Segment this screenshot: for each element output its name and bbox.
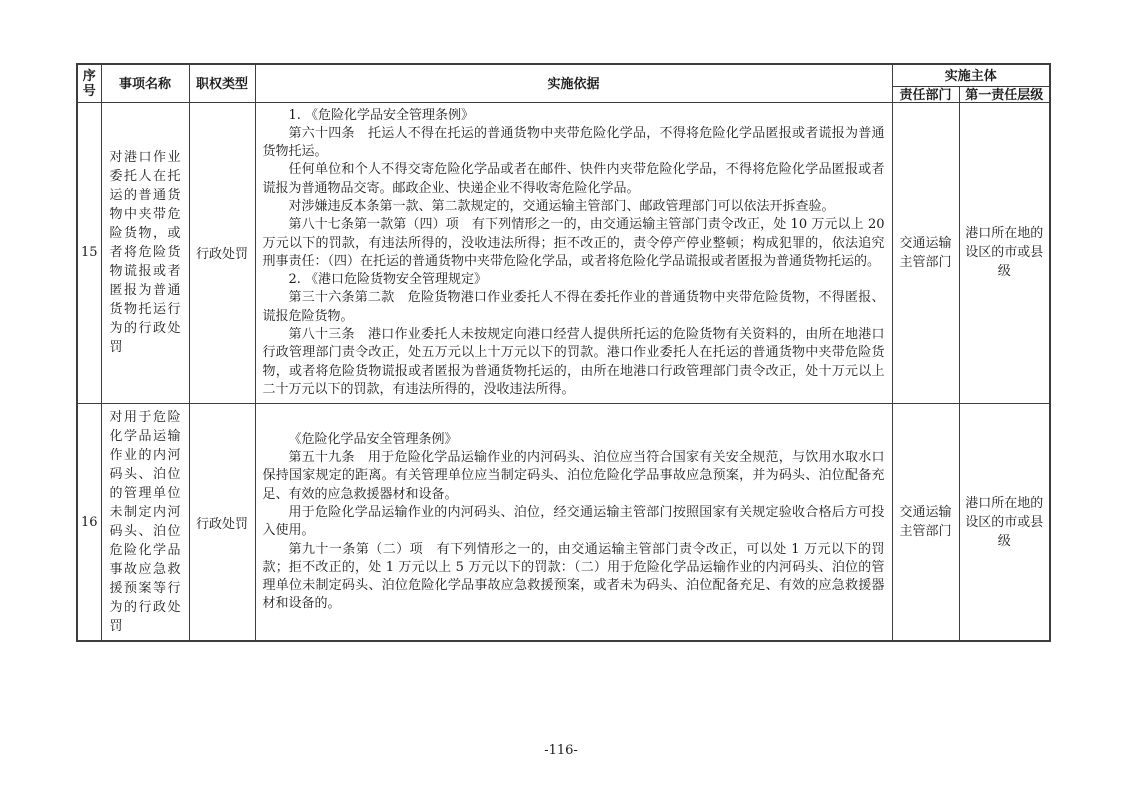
row-15-item-name: 对港口作业委托人在托运的普通货物中夹带危险货物，或者将危险货物谎报或者匿报为普通货物托运行为的行政处罚 <box>101 102 189 404</box>
row-16-index: 16 <box>77 404 101 642</box>
header-implementation-subject: 实施主体 <box>892 64 1050 86</box>
header-responsible-department: 责任部门 <box>892 86 959 102</box>
header-first-responsibility-level: 第一责任层级 <box>959 86 1050 102</box>
basis-paragraph: 第九十一条第（二）项 有下列情形之一的，由交通运输主管部门责令改正，可以处 1 万元以下的罚款；拒不改正的，处 1 万元以上 5 万元以下的罚款：（二）用于危险化学品运输作业的内河码头、泊位的管理单位未制定码头、泊位危险化学品事故应急救援预案，或者未为码头、泊位配备充足、有效的应急救援器材和设备的。 <box>262 541 885 612</box>
basis-paragraph: 第三十六条第二款 危险货物港口作业委托人不得在委托作业的普通货物中夹带危险货物，不得匿报、谎报危险货物。 <box>262 290 885 324</box>
header-index: 序号 <box>77 64 101 102</box>
row-16-authority-type: 行政处罚 <box>189 404 255 642</box>
header-implementation-basis: 实施依据 <box>255 64 892 102</box>
basis-paragraph: 2. 《港口危险货物安全管理规定》 <box>288 272 488 288</box>
row-16-responsible-department: 交通运输主管部门 <box>892 404 959 642</box>
table-header-row-1 <box>77 64 1050 86</box>
basis-paragraph: 第八十三条 港口作业委托人未按规定向港口经营人提供所托运的危险货物有关资料的，由所在地港口行政管理部门责令改正，处五万元以上十万元以下的罚款。港口作业委托人在托运的普通货物中夹带危险货物，或者将危险货物谎报或者匿报为普通货物托运的，由所在地港口行政管理部门责令改正，处十万元以上二十万元以下的罚款，有违法所得的，没收违法所得。 <box>262 327 885 397</box>
row-15-index: 15 <box>77 102 101 404</box>
authority-items-table <box>76 63 1051 642</box>
row-15-responsible-department: 交通运输主管部门 <box>892 102 959 404</box>
row-15-first-responsibility-level: 港口所在地的设区的市或县级 <box>959 102 1050 404</box>
basis-paragraph: 第五十九条 用于危险化学品运输作业的内河码头、泊位应当符合国家有关安全规范，与饮用水取水口保持国家规定的距离。有关管理单位应当制定码头、泊位危险化学品事故应急预案，并为码头、泊位配备充足、有效的应急救援器材和设备。 <box>262 450 885 502</box>
table-row-15 <box>77 102 1050 404</box>
basis-paragraph: 第八十七条第一款第（四）项 有下列情形之一的，由交通运输主管部门责令改正，处 10 万元以上 20 万元以下的罚款，有违法所得的，没收违法所得；拒不改正的，责令停产停业整顿；构成犯罪的，依法追究刑事责任：（四）在托运的普通货物中夹带危险化学品，或者将危险化学品谎报或者匿报为普通货物托运的。 <box>262 217 885 269</box>
table-row-16 <box>77 404 1050 642</box>
header-authority-type: 职权类型 <box>189 64 255 102</box>
row-15-implementation-basis <box>255 102 892 404</box>
row-16-item-name: 对用于危险化学品运输作业的内河码头、泊位的管理单位未制定内河码头、泊位危险化学品事故应急救援预案等行为的行政处罚 <box>101 404 189 642</box>
basis-paragraph: 《危险化学品安全管理条例》 <box>288 431 458 447</box>
header-item-name: 事项名称 <box>101 64 189 102</box>
row-15-authority-type: 行政处罚 <box>189 102 255 404</box>
page-number: -116- <box>544 743 578 758</box>
basis-paragraph: 用于危险化学品运输作业的内河码头、泊位，经交通运输主管部门按照国家有关规定验收合格后方可投入使用。 <box>262 504 885 539</box>
basis-paragraph: 任何单位和个人不得交寄危险化学品或者在邮件、快件内夹带危险化学品，不得将危险化学品匿报或者谎报为普通物品交寄。邮政企业、快递企业不得收寄危险化学品。 <box>262 162 885 196</box>
basis-paragraph: 1. 《危险化学品安全管理条例》 <box>288 107 475 123</box>
row-16-first-responsibility-level: 港口所在地的设区的市或县级 <box>959 404 1050 642</box>
basis-paragraph: 第六十四条 托运人不得在托运的普通货物中夹带危险化学品，不得将危险化学品匿报或者谎报为普通货物托运。 <box>262 125 885 160</box>
basis-paragraph: 对涉嫌违反本条第一款、第二款规定的，交通运输主管部门、邮政管理部门可以依法开拆查验。 <box>288 198 835 214</box>
row-16-implementation-basis <box>255 404 892 642</box>
